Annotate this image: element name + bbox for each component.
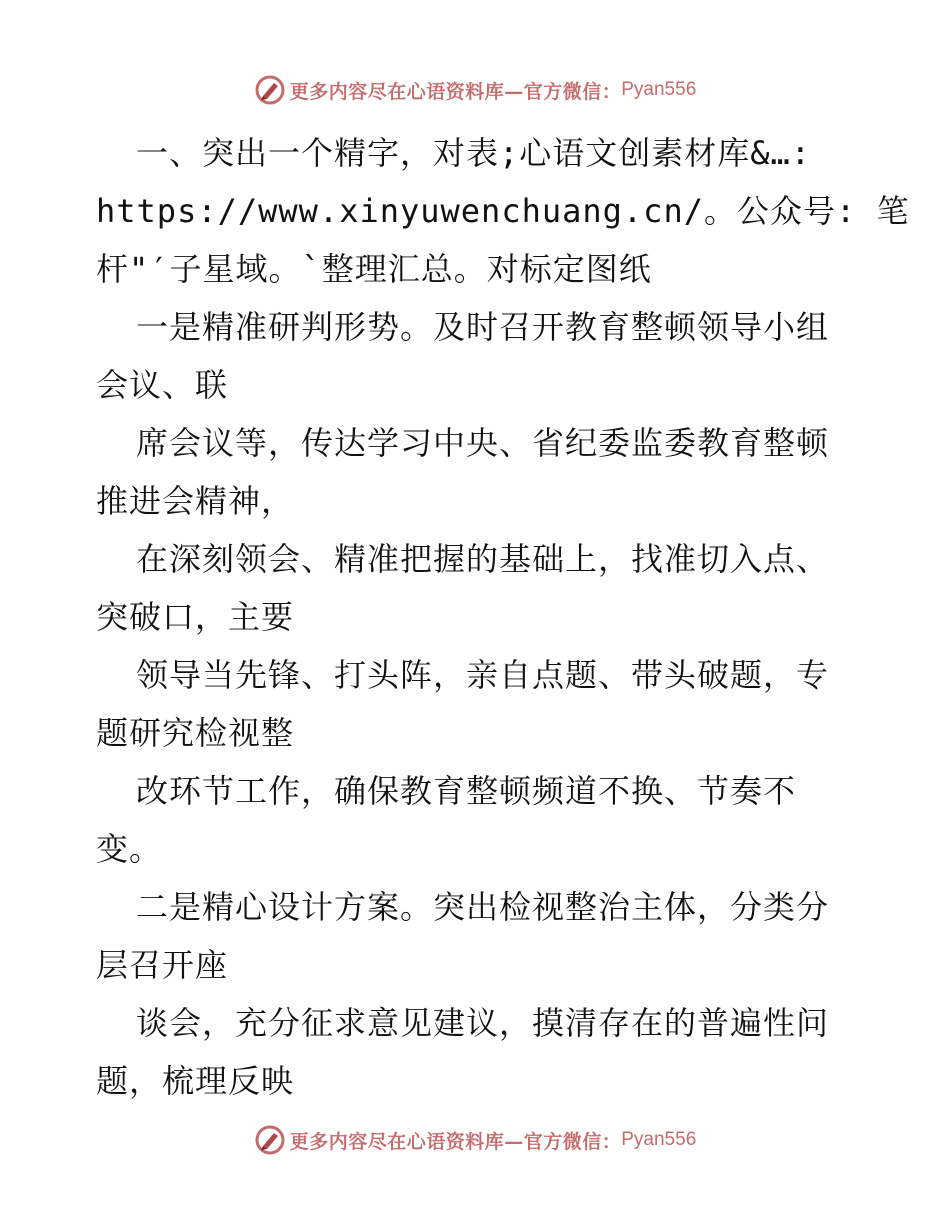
body-text-line: 一、突出一个精字，对表;心语文创素材库&…:: [136, 134, 812, 172]
body-text-line: 席会议等，传达学习中央、省纪委监委教育整顿: [136, 424, 830, 462]
header-banner: [0, 70, 950, 110]
body-text-line: 变。: [96, 830, 163, 868]
body-text-line: 改环节工作，确保教育整顿频道不换、节奏不: [136, 772, 797, 810]
body-text-line: 突破口，主要: [96, 598, 295, 636]
footer-banner-text: 更多内容尽在心语资料库—官方微信：: [289, 1130, 622, 1153]
body-text-line: 谈会，充分征求意见建议，摸清存在的普遍性问: [136, 1004, 830, 1042]
body-text-line: 二是精心设计方案。突出检视整治主体，分类分: [136, 888, 830, 926]
body-text-line: 层召开座: [96, 946, 229, 984]
body-text-line: 推进会精神，: [96, 482, 295, 520]
body-text-line: 会议、联: [96, 366, 229, 404]
footer-banner-id: Pyan556: [621, 1129, 697, 1150]
header-banner-id: Pyan556: [621, 79, 697, 100]
pen-logo-icon: [254, 1124, 286, 1156]
body-text-line: 杆"′子星域。`整理汇总。对标定图纸: [96, 250, 652, 288]
body-text-line: https://www.xinyuwenchuang.cn/。公众号: 笔: [96, 192, 910, 230]
body-text-line: 在深刻领会、精准把握的基础上，找准切入点、: [136, 540, 830, 578]
footer-banner: [0, 1120, 950, 1160]
pen-logo-icon: [254, 74, 286, 106]
document-body: [96, 124, 910, 1110]
body-text-line: 领导当先锋、打头阵，亲自点题、带头破题，专: [136, 656, 830, 694]
body-text-line: 题研究检视整: [96, 714, 295, 752]
body-text-line: 题，梳理反映: [96, 1062, 295, 1100]
header-banner-text: 更多内容尽在心语资料库—官方微信：: [289, 80, 622, 103]
body-text-line: 一是精准研判形势。及时召开教育整顿领导小组: [136, 308, 830, 346]
